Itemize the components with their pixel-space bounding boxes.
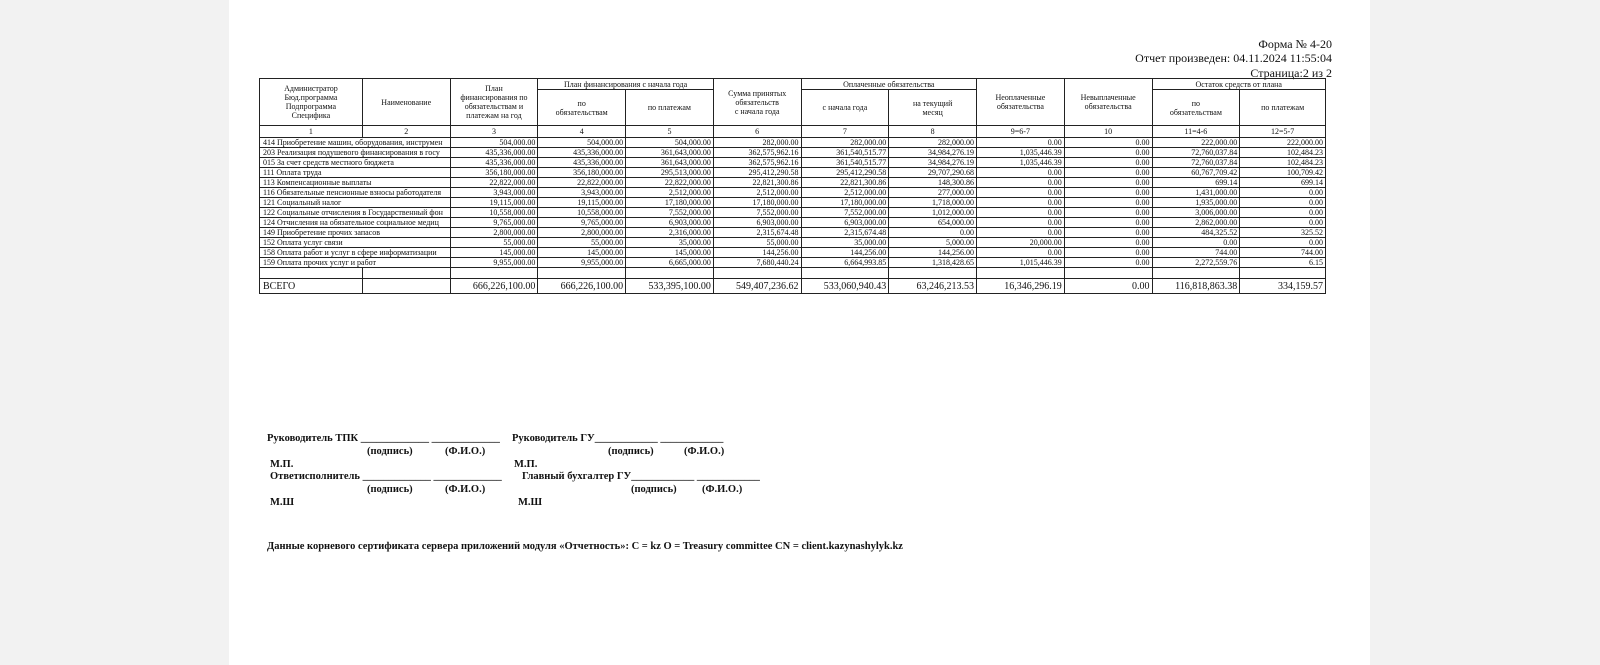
header-name: Наименование — [362, 79, 450, 126]
row-value: 17,180,000.00 — [713, 198, 801, 208]
spacer-row — [260, 268, 1326, 279]
row-value: 6,665,000.00 — [626, 258, 714, 268]
signature-underline: _____________ — [431, 433, 500, 444]
msh-label: М.Ш — [518, 497, 543, 508]
podpis-caption: (подпись) — [631, 484, 677, 495]
header-unpaid-pay-line: Невыплаченные — [1080, 93, 1136, 102]
row-value: 1,318,428.65 — [889, 258, 977, 268]
row-value: 60,767,709.42 — [1152, 168, 1240, 178]
row-value: 0.00 — [1240, 218, 1326, 228]
row-value: 504,000.00 — [450, 138, 538, 148]
row-value: 0.00 — [977, 178, 1065, 188]
row-name: 116 Обязательные пенсионные взносы работодателя — [260, 188, 451, 198]
row-value: 362,575,962.16 — [713, 148, 801, 158]
row-value: 3,943,000.00 — [538, 188, 626, 198]
header-admin-line: Бюд.программа — [284, 93, 338, 102]
row-value: 0.00 — [1240, 238, 1326, 248]
table-row — [260, 198, 1326, 208]
row-value: 0.00 — [1064, 178, 1152, 188]
row-value: 6,664,993.85 — [801, 258, 889, 268]
empty-cell — [977, 268, 1065, 279]
row-name: 149 Приобретение прочих запасов — [260, 228, 451, 238]
row-value: 9,955,000.00 — [538, 258, 626, 268]
row-value: 35,000.00 — [801, 238, 889, 248]
table-row — [260, 238, 1326, 248]
row-value: 361,643,000.00 — [626, 158, 714, 168]
fio-caption: (Ф.И.О.) — [684, 446, 725, 457]
financing-report-table — [259, 78, 1326, 294]
fio-caption: (Ф.И.О.) — [445, 446, 486, 457]
empty-cell — [362, 268, 450, 279]
chief-accountant-label: Главный бухгалтер ГУ — [522, 471, 632, 482]
row-value: 2,315,674.48 — [801, 228, 889, 238]
signature-underline: ____________ — [696, 471, 760, 482]
row-value: 435,336,000.00 — [450, 158, 538, 168]
podpis-caption: (подпись) — [367, 484, 413, 495]
row-value: 1,035,446.39 — [977, 158, 1065, 168]
row-value: 0.00 — [1064, 218, 1152, 228]
row-value: 1,431,000.00 — [1152, 188, 1240, 198]
row-value: 9,765,000.00 — [450, 218, 538, 228]
row-value: 0.00 — [1064, 168, 1152, 178]
row-value: 0.00 — [1240, 198, 1326, 208]
table-row — [260, 228, 1326, 238]
row-value: 102,484.23 — [1240, 158, 1326, 168]
row-value: 0.00 — [1064, 138, 1152, 148]
header-unpaid-pay-line: обязательства — [1084, 102, 1132, 111]
head-tpk-label: Руководитель ТПК — [267, 433, 359, 444]
head-tpk-line — [267, 433, 500, 444]
row-value: 7,552,000.00 — [801, 208, 889, 218]
header-rem-obl-line: обязательствам — [1169, 107, 1222, 117]
header-unpaid-obl-line: Неоплаченные — [995, 93, 1046, 102]
row-value: 0.00 — [1152, 238, 1240, 248]
header-plan-start: План финансирования с начала года — [538, 79, 713, 90]
row-value: 744.00 — [1240, 248, 1326, 258]
row-value: 362,575,962.16 — [713, 158, 801, 168]
row-value: 7,552,000.00 — [626, 208, 714, 218]
row-value: 504,000.00 — [626, 138, 714, 148]
row-value: 0.00 — [1240, 188, 1326, 198]
empty-cell — [260, 268, 363, 279]
row-value: 699.14 — [1152, 178, 1240, 188]
column-numbers-row — [260, 126, 1326, 138]
row-value: 1,015,446.39 — [977, 258, 1065, 268]
total-value: 533,060,940.43 — [801, 279, 889, 294]
row-value: 35,000.00 — [626, 238, 714, 248]
row-name: 414 Приобретение машин, оборудования, инструмен — [260, 138, 451, 148]
empty-cell — [801, 268, 889, 279]
row-value: 5,000.00 — [889, 238, 977, 248]
row-value: 295,412,290.58 — [713, 168, 801, 178]
header-admin-line: Подпрограмма — [285, 102, 337, 111]
row-name: 203 Реализация подушевого финансирования в госу — [260, 148, 451, 158]
header-accepted — [713, 79, 801, 126]
row-value: 17,180,000.00 — [626, 198, 714, 208]
header-accepted-line: с начала года — [734, 106, 780, 116]
row-value: 0.00 — [977, 218, 1065, 228]
row-value: 2,800,000.00 — [450, 228, 538, 238]
empty-cell — [1152, 268, 1240, 279]
row-value: 10,558,000.00 — [538, 208, 626, 218]
total-row — [260, 279, 1326, 294]
row-value: 22,822,000.00 — [450, 178, 538, 188]
chief-accountant-line — [522, 471, 760, 482]
header-paid-start: с начала года — [801, 90, 889, 126]
row-value: 0.00 — [1064, 258, 1152, 268]
table-row — [260, 138, 1326, 148]
row-value: 361,540,515.77 — [801, 158, 889, 168]
column-number: 8 — [889, 126, 977, 138]
total-value: 334,159.57 — [1240, 279, 1326, 294]
column-number: 5 — [626, 126, 714, 138]
empty-cell — [626, 268, 714, 279]
header-plan-year — [450, 79, 538, 126]
row-value: 1,035,446.39 — [977, 148, 1065, 158]
column-number: 7 — [801, 126, 889, 138]
head-gu-label: Руководитель ГУ — [512, 433, 595, 444]
row-value: 0.00 — [977, 168, 1065, 178]
row-name: 121 Социальный налог — [260, 198, 451, 208]
row-value: 222,000.00 — [1240, 138, 1326, 148]
header-plan-obl-line: по — [577, 98, 586, 108]
header-paid-month-line: на текущий — [912, 98, 953, 108]
row-value: 144,256.00 — [889, 248, 977, 258]
header-plan-year-line: обязательствам и — [464, 102, 524, 111]
column-number: 3 — [450, 126, 538, 138]
signature-underline: ____________ — [631, 471, 695, 482]
row-value: 1,012,000.00 — [889, 208, 977, 218]
table-row — [260, 188, 1326, 198]
row-value: 55,000.00 — [538, 238, 626, 248]
row-value: 102,484.23 — [1240, 148, 1326, 158]
total-value: 116,818,863.38 — [1152, 279, 1240, 294]
column-number: 1 — [260, 126, 363, 138]
row-value: 9,955,000.00 — [450, 258, 538, 268]
header-rem-pay: по платежам — [1240, 90, 1326, 126]
row-value: 7,552,000.00 — [713, 208, 801, 218]
row-value: 144,256.00 — [801, 248, 889, 258]
row-value: 0.00 — [1064, 148, 1152, 158]
row-value: 0.00 — [1064, 158, 1152, 168]
signature-underline: _____________ — [362, 471, 431, 482]
row-value: 6.15 — [1240, 258, 1326, 268]
row-value: 55,000.00 — [450, 238, 538, 248]
row-value: 22,822,000.00 — [538, 178, 626, 188]
row-value: 282,000.00 — [889, 138, 977, 148]
row-value: 295,412,290.58 — [801, 168, 889, 178]
header-admin-line: Специфика — [291, 111, 331, 120]
row-value: 145,000.00 — [538, 248, 626, 258]
row-value: 504,000.00 — [538, 138, 626, 148]
row-value: 22,821,300.86 — [713, 178, 801, 188]
row-value: 0.00 — [977, 138, 1065, 148]
header-unpaid-pay — [1064, 79, 1152, 126]
row-value: 325.52 — [1240, 228, 1326, 238]
mp-label: М.П. — [270, 459, 294, 470]
header-plan-obl — [538, 90, 626, 126]
total-value: 0.00 — [1064, 279, 1152, 294]
row-name: 152 Оплата услуг связи — [260, 238, 451, 248]
row-value: 9,765,000.00 — [538, 218, 626, 228]
total-value: 549,407,236.62 — [713, 279, 801, 294]
column-number: 12=5-7 — [1240, 126, 1326, 138]
row-name: 122 Социальные отчисления в Государственный фон — [260, 208, 451, 218]
row-value: 0.00 — [977, 208, 1065, 218]
signature-underline: _____________ — [360, 433, 430, 444]
empty-cell — [889, 268, 977, 279]
row-value: 34,984,276.19 — [889, 148, 977, 158]
row-value: 1,718,000.00 — [889, 198, 977, 208]
column-number: 11=4-6 — [1152, 126, 1240, 138]
row-value: 22,821,300.86 — [801, 178, 889, 188]
row-value: 2,316,000.00 — [626, 228, 714, 238]
header-plan-year-line: платежам на год — [466, 111, 522, 120]
row-value: 222,000.00 — [1152, 138, 1240, 148]
column-number: 4 — [538, 126, 626, 138]
empty-cell — [450, 268, 538, 279]
empty-cell — [713, 268, 801, 279]
row-value: 17,180,000.00 — [801, 198, 889, 208]
row-value: 0.00 — [1240, 208, 1326, 218]
header-rem-obl-line: по — [1191, 98, 1200, 108]
row-value: 145,000.00 — [626, 248, 714, 258]
total-value: 63,246,213.53 — [889, 279, 977, 294]
row-value: 7,680,440.24 — [713, 258, 801, 268]
row-name: 113 Компенсационные выплаты — [260, 178, 451, 188]
row-value: 2,800,000.00 — [538, 228, 626, 238]
table-row — [260, 208, 1326, 218]
header-paid: Оплаченные обязательства — [801, 79, 976, 90]
empty-cell — [362, 279, 450, 294]
row-name: 159 Оплата прочих услуг и работ — [260, 258, 451, 268]
row-value: 435,336,000.00 — [538, 148, 626, 158]
header-plan-pay: по платежам — [626, 90, 714, 126]
row-value: 282,000.00 — [713, 138, 801, 148]
row-value: 0.00 — [1064, 228, 1152, 238]
fio-caption: (Ф.И.О.) — [445, 484, 486, 495]
row-value: 72,760,037.84 — [1152, 158, 1240, 168]
header-plan-obl-line: обязательствам — [555, 107, 608, 117]
header-paid-month-line: месяц — [922, 107, 943, 117]
form-number: Форма № 4-20 — [1258, 37, 1332, 51]
table-row — [260, 248, 1326, 258]
row-value: 2,862,000.00 — [1152, 218, 1240, 228]
certificate-info: Данные корневого сертификата сервера приложений модуля «Отчетность»: C = kz O = Treasury committee CN = client.kazynashylyk.kz — [267, 541, 903, 552]
header-remainder: Остаток средств от плана — [1152, 79, 1326, 90]
row-value: 144,256.00 — [713, 248, 801, 258]
report-page — [229, 0, 1370, 665]
row-value: 277,000.00 — [889, 188, 977, 198]
row-value: 484,325.52 — [1152, 228, 1240, 238]
column-number: 10 — [1064, 126, 1152, 138]
column-number: 6 — [713, 126, 801, 138]
total-value: 533,395,100.00 — [626, 279, 714, 294]
row-value: 361,540,515.77 — [801, 148, 889, 158]
empty-cell — [538, 268, 626, 279]
fio-caption: (Ф.И.О.) — [702, 484, 743, 495]
podpis-caption: (подпись) — [608, 446, 654, 457]
row-value: 2,512,000.00 — [713, 188, 801, 198]
empty-cell — [1064, 268, 1152, 279]
head-gu-line — [512, 433, 723, 444]
row-value: 148,300.86 — [889, 178, 977, 188]
row-value: 0.00 — [977, 248, 1065, 258]
row-name: 158 Оплата работ и услуг в сфере информатизации — [260, 248, 451, 258]
mp-label: М.П. — [514, 459, 538, 470]
row-name: 124 Отчисления на обязательное социальное медиц — [260, 218, 451, 228]
row-value: 356,180,000.00 — [538, 168, 626, 178]
row-value: 744.00 — [1152, 248, 1240, 258]
row-value: 55,000.00 — [713, 238, 801, 248]
table-row — [260, 148, 1326, 158]
podpis-caption: (подпись) — [367, 446, 413, 457]
row-value: 2,512,000.00 — [801, 188, 889, 198]
total-value: 666,226,100.00 — [538, 279, 626, 294]
header-accepted-line: Сумма принятых — [728, 88, 787, 98]
row-value: 22,822,000.00 — [626, 178, 714, 188]
row-value: 0.00 — [1064, 198, 1152, 208]
row-value: 0.00 — [1064, 208, 1152, 218]
executor-label: Ответисполнитель — [270, 471, 360, 482]
header-accepted-line: обязательств — [735, 97, 779, 107]
row-value: 6,903,000.00 — [713, 218, 801, 228]
row-value: 1,935,000.00 — [1152, 198, 1240, 208]
row-value: 34,984,276.19 — [889, 158, 977, 168]
column-number: 2 — [362, 126, 450, 138]
row-name: 015 За счет средств местного бюджета — [260, 158, 451, 168]
row-value: 654,000.00 — [889, 218, 977, 228]
row-value: 2,315,674.48 — [713, 228, 801, 238]
header-unpaid-obl-line: обязательства — [996, 102, 1044, 111]
row-value: 361,643,000.00 — [626, 148, 714, 158]
page-number: Страница:2 из 2 — [1250, 66, 1332, 80]
row-value: 435,336,000.00 — [538, 158, 626, 168]
column-number: 9=6-7 — [977, 126, 1065, 138]
row-value: 72,760,037.84 — [1152, 148, 1240, 158]
row-value: 145,000.00 — [450, 248, 538, 258]
msh-label: М.Ш — [270, 497, 295, 508]
row-value: 20,000.00 — [977, 238, 1065, 248]
total-value: 16,346,296.19 — [977, 279, 1065, 294]
table-row — [260, 258, 1326, 268]
row-value: 0.00 — [977, 228, 1065, 238]
signature-underline: _____________ — [433, 471, 502, 482]
row-value: 2,272,559.76 — [1152, 258, 1240, 268]
table-row — [260, 218, 1326, 228]
row-value: 0.00 — [977, 198, 1065, 208]
table-row — [260, 158, 1326, 168]
row-value: 19,115,000.00 — [538, 198, 626, 208]
row-value: 19,115,000.00 — [450, 198, 538, 208]
row-value: 6,903,000.00 — [801, 218, 889, 228]
signature-underline: ____________ — [594, 433, 658, 444]
row-value: 282,000.00 — [801, 138, 889, 148]
row-name: 111 Оплата труда — [260, 168, 451, 178]
row-value: 10,558,000.00 — [450, 208, 538, 218]
header-paid-month — [889, 90, 977, 126]
total-label: ВСЕГО — [260, 279, 363, 294]
row-value: 0.00 — [977, 188, 1065, 198]
row-value: 0.00 — [1064, 248, 1152, 258]
header-admin — [260, 79, 363, 126]
row-value: 29,707,290.68 — [889, 168, 977, 178]
generated-timestamp: Отчет произведен: 04.11.2024 11:55:04 — [1135, 51, 1332, 65]
table-row — [260, 168, 1326, 178]
header-unpaid-obl — [977, 79, 1065, 126]
row-value: 0.00 — [889, 228, 977, 238]
executor-line — [270, 471, 502, 482]
row-value: 6,903,000.00 — [626, 218, 714, 228]
row-value: 295,513,000.00 — [626, 168, 714, 178]
header-plan-year-line: финансирования по — [460, 93, 528, 102]
header-rem-obl — [1152, 90, 1240, 126]
table-row — [260, 178, 1326, 188]
row-value: 0.00 — [1064, 188, 1152, 198]
row-value: 100,709.42 — [1240, 168, 1326, 178]
row-value: 2,512,000.00 — [626, 188, 714, 198]
header-admin-line: Администратор — [284, 84, 338, 93]
signature-underline: ____________ — [660, 433, 724, 444]
header-plan-year-line: План — [485, 84, 503, 93]
row-value: 435,336,000.00 — [450, 148, 538, 158]
total-value: 666,226,100.00 — [450, 279, 538, 294]
row-value: 0.00 — [1064, 238, 1152, 248]
row-value: 3,943,000.00 — [450, 188, 538, 198]
row-value: 3,006,000.00 — [1152, 208, 1240, 218]
empty-cell — [1240, 268, 1326, 279]
row-value: 699.14 — [1240, 178, 1326, 188]
row-value: 356,180,000.00 — [450, 168, 538, 178]
